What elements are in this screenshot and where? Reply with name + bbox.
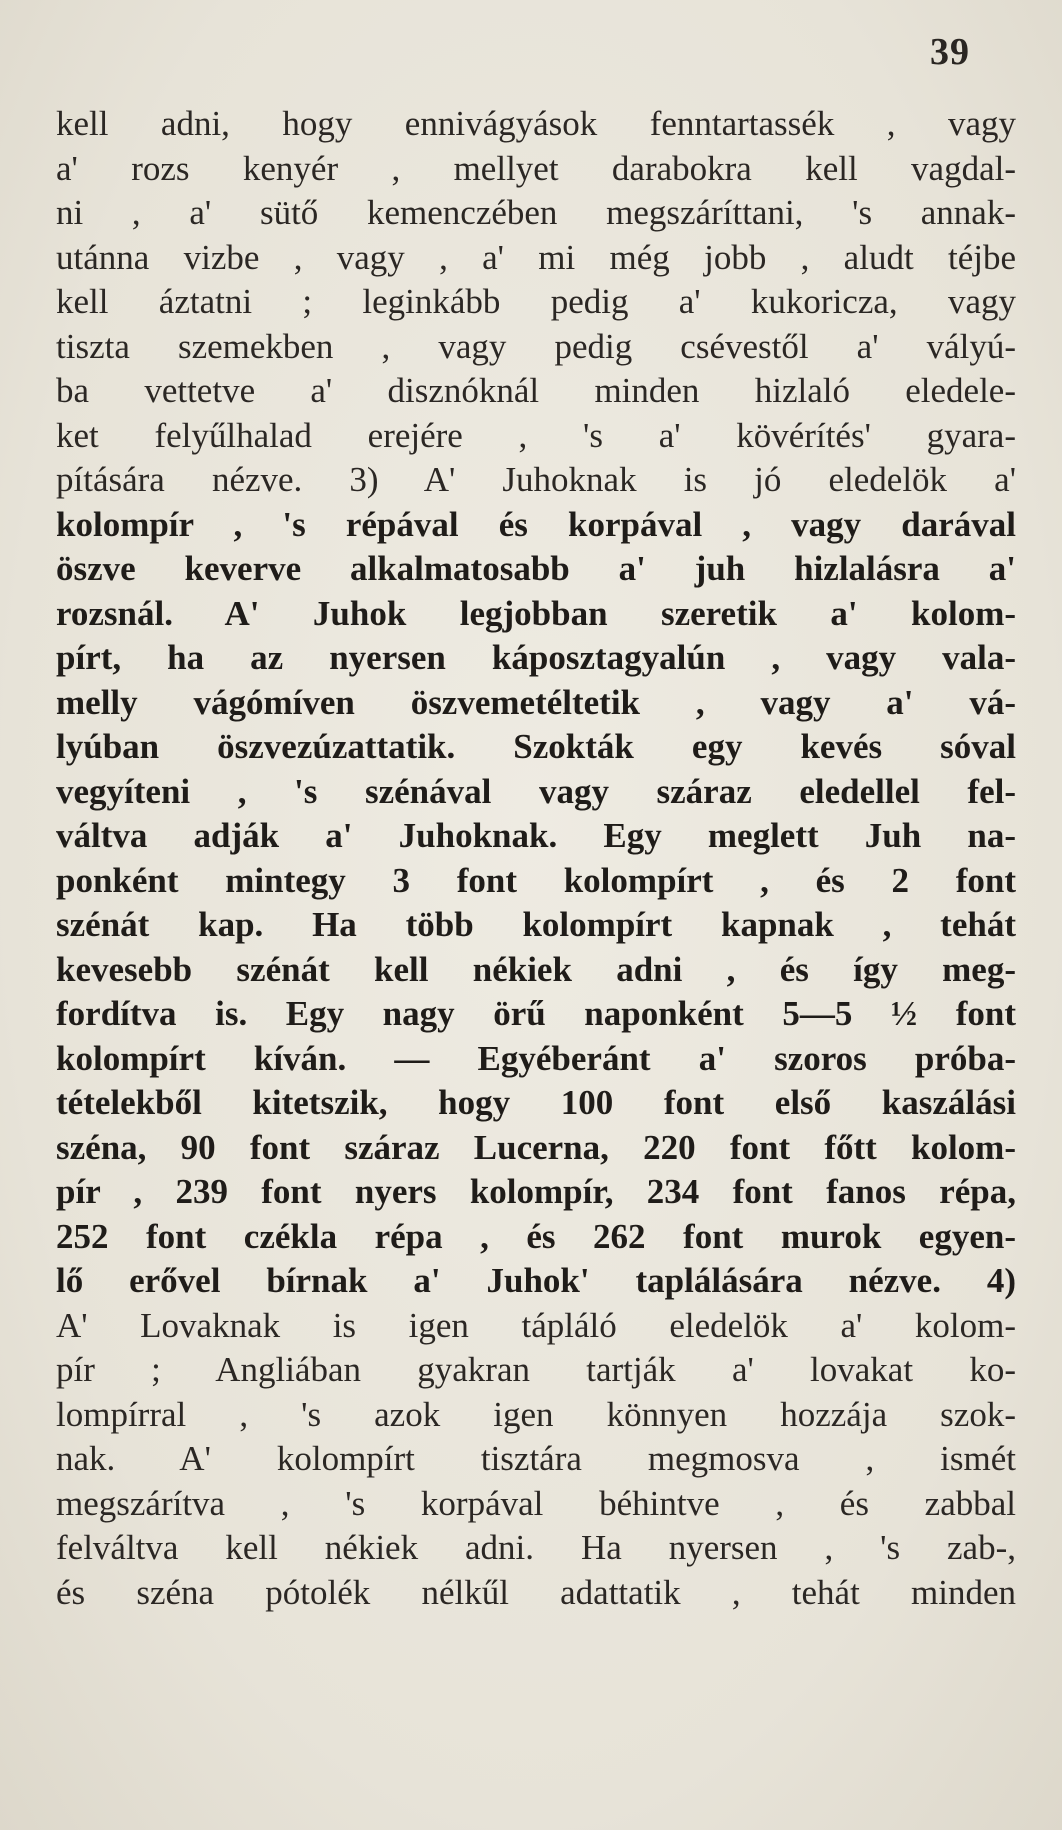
text-line: lompírral , 's azok igen könnyen hozzája szok- [56,1394,1016,1434]
text-line: lyúban öszvezúzattatik. Szokták egy kevés sóval [56,727,1016,766]
text-line: melly vágómíven öszvemetéltetik , vagy a' vá- [56,682,1016,722]
text-line: és széna pótolék nélkűl adattatik , tehát minden [56,1572,1016,1612]
page-number: 39 [930,31,970,73]
text-line: pír ; Angliában gyakran tartják a' lovakat ko- [56,1350,1016,1389]
body-text [56,102,1016,1615]
text-line: utánna vizbe , vagy , a' mi még jobb , aludt téjbe [56,237,1016,277]
text-line: vegyíteni , 's szénával vagy száraz eledellel fel- [56,771,1016,811]
text-line: ponként mintegy 3 font kolompírt , és 2 font [56,860,1016,900]
text-line: öszve keverve alkalmatosabb a' juh hizlalásra a' [56,549,1016,588]
text-line: tiszta szemekben , vagy pedig csévestől a' vályú- [56,326,1016,366]
text-line: a' rozs kenyér , mellyet darabokra kell vagdal- [56,148,1016,188]
text-line: ba vettetve a' disznóknál minden hizlaló eledele- [56,371,1016,410]
text-line: felváltva kell nékiek adni. Ha nyersen , 's zab-, [56,1528,1016,1567]
text-line: lő erővel bírnak a' Juhok' taplálására nézve. 4) [56,1261,1016,1300]
text-line: pítására nézve. 3) A' Juhoknak is jó eledelök a' [56,460,1016,499]
text-line: váltva adják a' Juhoknak. Egy meglett Juh na- [56,816,1016,855]
text-line: tételekből kitetszik, hogy 100 font első kaszálási [56,1083,1016,1122]
text-line: ni , a' sütő kemenczében megszáríttani, 's annak- [56,193,1016,232]
text-line: megszárítva , 's korpával béhintve , és zabbal [56,1483,1016,1523]
text-line: kevesebb szénát kell nékiek adni , és így meg- [56,949,1016,989]
text-line: kolompírt kíván. — Egyéberánt a' szoros próba- [56,1038,1016,1078]
text-line: ket felyűlhalad erejére , 's a' kövérítés' gyara- [56,415,1016,455]
text-line: kell áztatni ; leginkább pedig a' kukoricza, vagy [56,282,1016,321]
text-line: 252 font czékla répa , és 262 font murok egyen- [56,1216,1016,1256]
text-line: rozsnál. A' Juhok legjobban szeretik a' kolom- [56,593,1016,633]
text-line: pírt, ha az nyersen káposztagyalún , vagy vala- [56,638,1016,677]
text-line: kolompír , 's répával és korpával , vagy darával [56,504,1016,544]
text-line: fordítva is. Egy nagy örű naponként 5—5 ½ font [56,994,1016,1033]
text-line: nak. A' kolompírt tisztára megmosva , ismét [56,1439,1016,1478]
text-line: A' Lovaknak is igen tápláló eledelök a' kolom- [56,1305,1016,1345]
text-line: széna, 90 font száraz Lucerna, 220 font főtt kolom- [56,1127,1016,1167]
text-line: pír , 239 font nyers kolompír, 234 font fanos répa, [56,1172,1016,1211]
text-line: szénát kap. Ha több kolompírt kapnak , tehát [56,905,1016,944]
text-line: kell adni, hogy ennivágyások fenntartassék , vagy [56,104,1016,143]
